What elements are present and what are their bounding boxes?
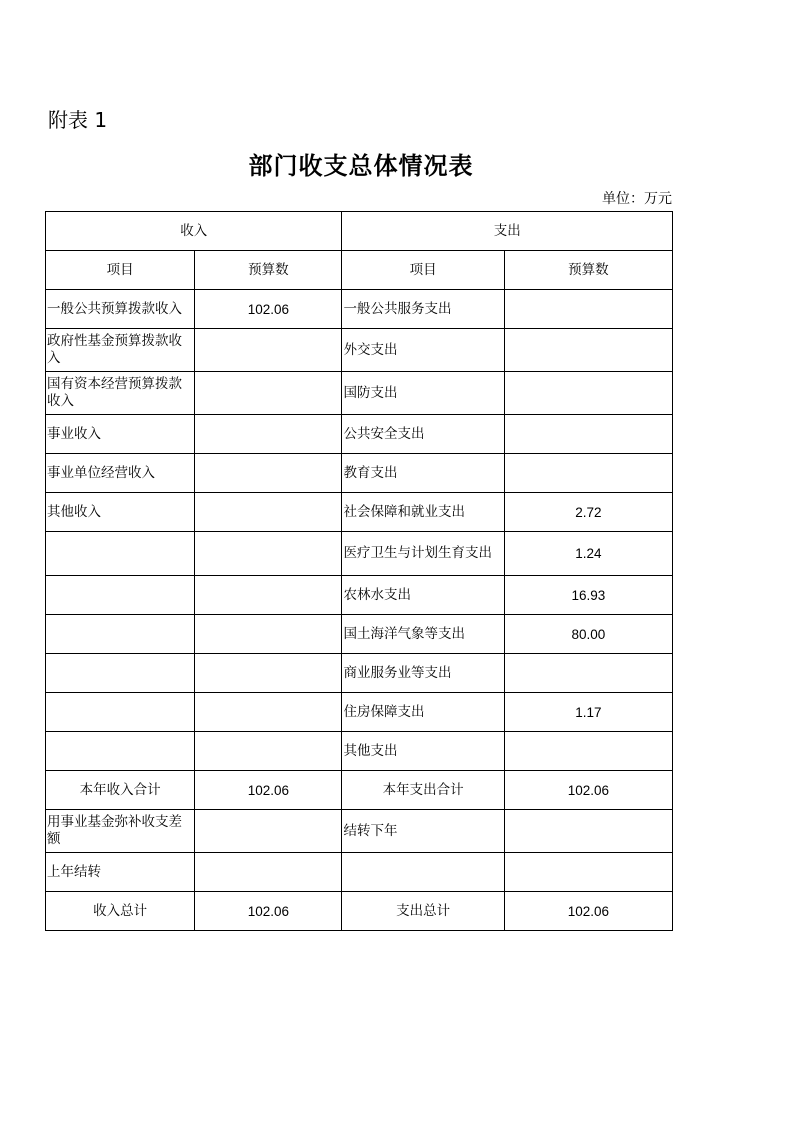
- budget-table: [45, 211, 673, 931]
- expense-value: [504, 415, 672, 454]
- income-value: [195, 654, 342, 693]
- table-row: [46, 732, 673, 771]
- income-budget-header: 预算数: [195, 251, 342, 290]
- table-row: [46, 654, 673, 693]
- table-row: [46, 415, 673, 454]
- annual-expense-total-label: 本年支出合计: [342, 771, 504, 810]
- expense-budget-header: 预算数: [504, 251, 672, 290]
- expense-item: 外交支出: [342, 329, 504, 372]
- income-value: [195, 576, 342, 615]
- table-row: [46, 290, 673, 329]
- annual-expense-total-value: 102.06: [504, 771, 672, 810]
- expense-value: [504, 454, 672, 493]
- income-value: [195, 693, 342, 732]
- annual-total-row: [46, 771, 673, 810]
- table-row: [46, 454, 673, 493]
- income-item: [46, 615, 195, 654]
- expense-item: 国土海洋气象等支出: [342, 615, 504, 654]
- expense-value: 16.93: [504, 576, 672, 615]
- expense-value: [504, 290, 672, 329]
- expense-section-header: 支出: [342, 212, 673, 251]
- expense-value: [504, 853, 672, 892]
- income-item-header: 项目: [46, 251, 195, 290]
- expense-value: [504, 372, 672, 415]
- grand-income-total-value: 102.06: [195, 892, 342, 931]
- expense-value: 1.17: [504, 693, 672, 732]
- grand-total-row: [46, 892, 673, 931]
- table-row: [46, 853, 673, 892]
- grand-income-total-label: 收入总计: [46, 892, 195, 931]
- income-item: [46, 732, 195, 771]
- unit-label: 单位：万元: [602, 191, 672, 207]
- income-item: [46, 693, 195, 732]
- income-value: [195, 372, 342, 415]
- expense-item: 医疗卫生与计划生育支出: [342, 532, 504, 576]
- expense-item: 社会保障和就业支出: [342, 493, 504, 532]
- expense-value: [504, 732, 672, 771]
- expense-item: 国防支出: [342, 372, 504, 415]
- grand-expense-total-label: 支出总计: [342, 892, 504, 931]
- income-item: 其他收入: [46, 493, 195, 532]
- income-item: 事业收入: [46, 415, 195, 454]
- income-value: [195, 493, 342, 532]
- income-item: 国有资本经营预算拨款收入: [46, 372, 195, 415]
- expense-value: 80.00: [504, 615, 672, 654]
- table-row: [46, 329, 673, 372]
- expense-item: 商业服务业等支出: [342, 654, 504, 693]
- table-row: [46, 810, 673, 853]
- expense-item: 住房保障支出: [342, 693, 504, 732]
- expense-value: [504, 329, 672, 372]
- expense-item: 公共安全支出: [342, 415, 504, 454]
- income-item: 事业单位经营收入: [46, 454, 195, 493]
- page-title: 部门收支总体情况表: [248, 151, 474, 180]
- income-item: [46, 532, 195, 576]
- income-value: [195, 415, 342, 454]
- table-row: [46, 372, 673, 415]
- income-item: [46, 576, 195, 615]
- income-item: 政府性基金预算拨款收入: [46, 329, 195, 372]
- annual-income-total-label: 本年收入合计: [46, 771, 195, 810]
- annual-income-total-value: 102.06: [195, 771, 342, 810]
- expense-item: 结转下年: [342, 810, 504, 853]
- expense-item: 一般公共服务支出: [342, 290, 504, 329]
- income-item: 上年结转: [46, 853, 195, 892]
- expense-item: [342, 853, 504, 892]
- income-value: [195, 532, 342, 576]
- table-row: [46, 493, 673, 532]
- income-value: 102.06: [195, 290, 342, 329]
- grand-expense-total-value: 102.06: [504, 892, 672, 931]
- expense-item: 教育支出: [342, 454, 504, 493]
- income-value: [195, 329, 342, 372]
- table-row: [46, 615, 673, 654]
- expense-value: [504, 654, 672, 693]
- income-section-header: 收入: [46, 212, 342, 251]
- income-value: [195, 853, 342, 892]
- income-value: [195, 615, 342, 654]
- income-value: [195, 810, 342, 853]
- income-item: 用事业基金弥补收支差额: [46, 810, 195, 853]
- expense-value: 1.24: [504, 532, 672, 576]
- income-item: 一般公共预算拨款收入: [46, 290, 195, 329]
- attachment-label: 附表 1: [48, 108, 108, 132]
- expense-item: 农林水支出: [342, 576, 504, 615]
- table-row: [46, 693, 673, 732]
- expense-item-header: 项目: [342, 251, 504, 290]
- expense-value: [504, 810, 672, 853]
- expense-value: 2.72: [504, 493, 672, 532]
- income-value: [195, 732, 342, 771]
- table-row: [46, 576, 673, 615]
- table-row: [46, 532, 673, 576]
- column-header-row: [46, 251, 673, 290]
- section-header-row: [46, 212, 673, 251]
- expense-item: 其他支出: [342, 732, 504, 771]
- income-value: [195, 454, 342, 493]
- income-item: [46, 654, 195, 693]
